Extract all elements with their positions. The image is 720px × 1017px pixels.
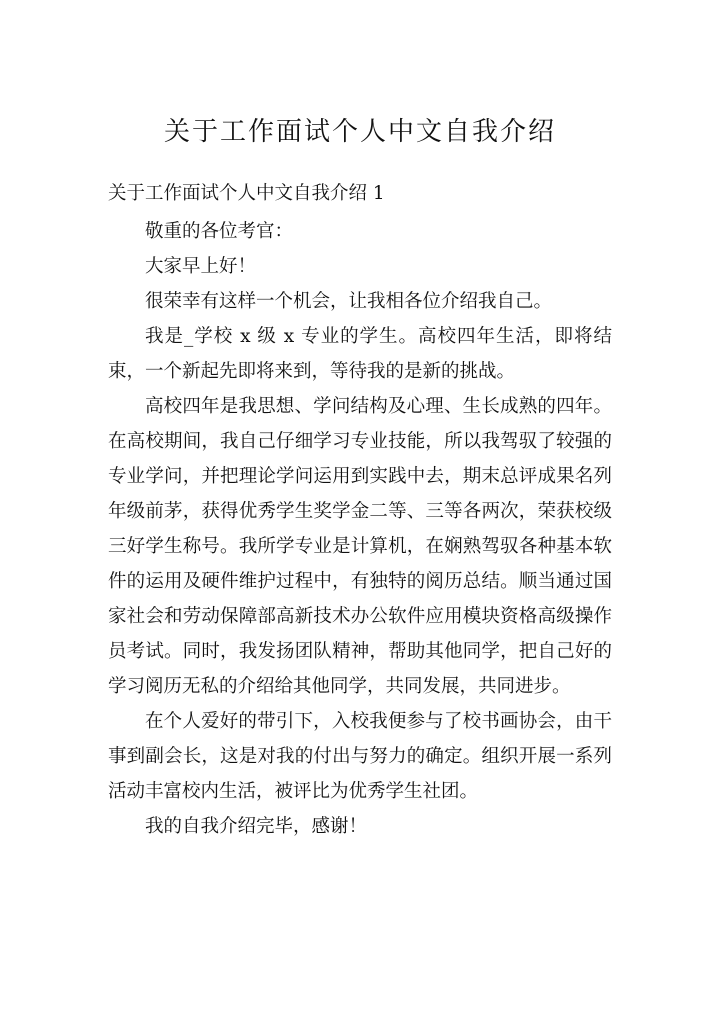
salutation-paragraph: 大家早上好！ bbox=[145, 256, 257, 277]
closing-paragraph: 我的自我介绍完毕，感谢！ bbox=[145, 816, 368, 837]
greeting-paragraph: 敬重的各位考官： bbox=[145, 221, 294, 242]
background-paragraph: 我是_学校 x 级 x 专业的学生。高校四年生活，即将结束，一个新起先即将来到，等待我的是新的挑战。 bbox=[108, 326, 612, 382]
document-title: 关于工作面试个人中文自我介绍 bbox=[163, 117, 556, 147]
intro-paragraph: 很荣幸有这样一个机会，让我相各位介绍我自己。 bbox=[145, 291, 553, 312]
university-paragraph: 高校四年是我思想、学问结构及心理、生长成熟的四年。在高校期间，我自己仔细学习专业技能，所以我驾驭了较强的专业学问，并把理论学问运用到实践中去，期末总评成果名列年级前茅，获得优秀学生奖学金二等、三等各两次，荣获校级三好学生称号。我所学专业是计算机，在娴熟驾驭各种基本软件的运用及硬件维护过程中，有独特的阅历总结。顺当通过国家社会和劳动保障部高新技术办公软件应用模块资格高级操作员考试。同时，我发扬团队精神，帮助其他同学，把自己好的学习阅历无私的介绍给其他同学，共同发展，共同进步。 bbox=[108, 396, 612, 697]
hobby-paragraph: 在个人爱好的带引下，入校我便参与了校书画协会，由干事到副会长，这是对我的付出与努力的确定。组织开展一系列活动丰富校内生活，被评比为优秀学生社团。 bbox=[108, 711, 612, 802]
document-body bbox=[108, 214, 612, 844]
section-heading: 关于工作面试个人中文自我介绍 1 bbox=[108, 183, 385, 204]
